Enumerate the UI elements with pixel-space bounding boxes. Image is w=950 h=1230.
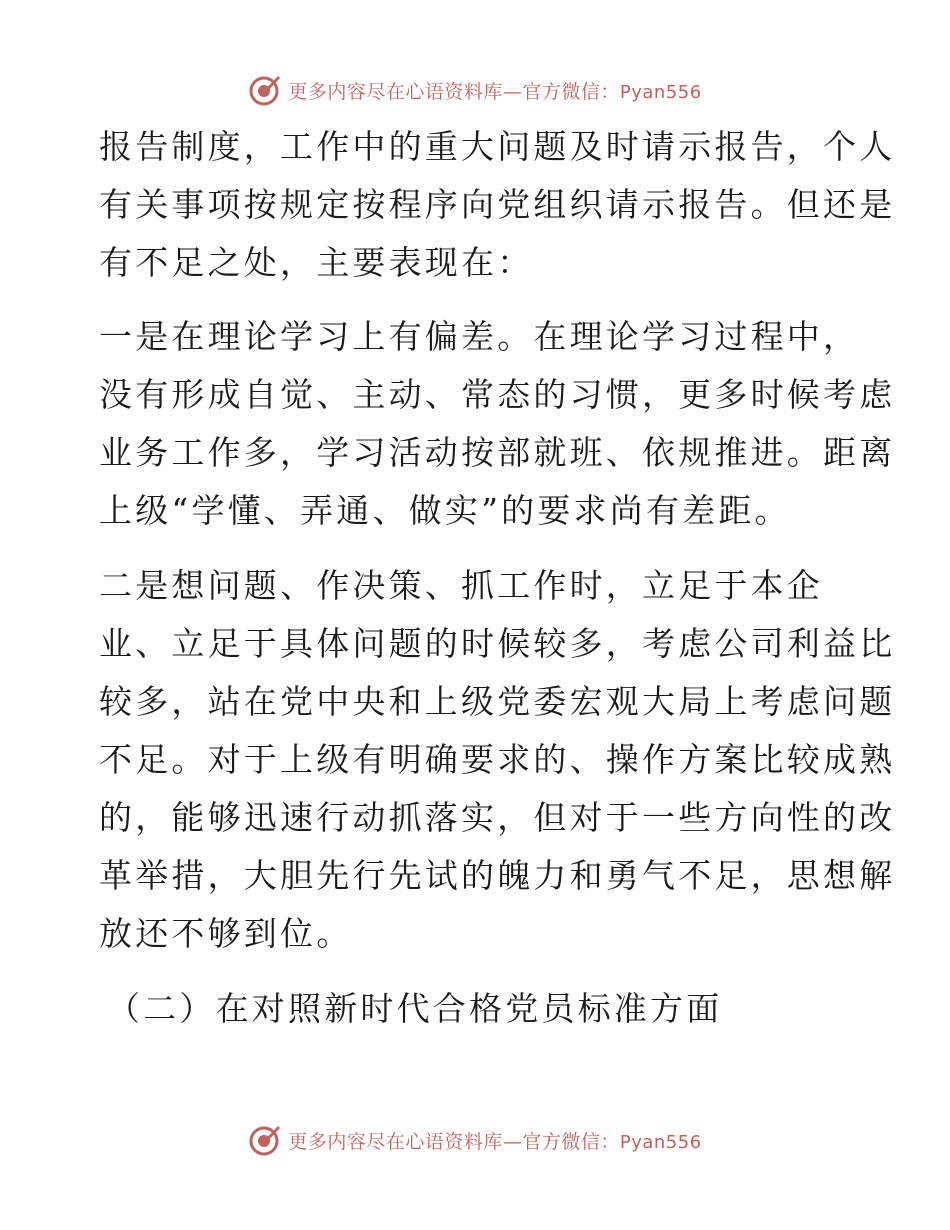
paragraph-line: 不足。对于上级有明确要求的、操作方案比较成熟 [99,740,896,779]
paragraph-line: 的，能够迅速行动抓落实，但对于一些方向性的改 [99,798,896,837]
paragraph-line: 报告制度，工作中的重大问题及时请示报告，个人 [99,127,896,166]
paragraph-line: 较多，站在党中央和上级党委宏观大局上考虑问题 [99,682,896,721]
paragraph-line: 上级“学懂、弄通、做实”的要求尚有差距。 [99,491,791,530]
paragraph-line: 没有形成自觉、主动、常态的习惯，更多时候考虑 [99,375,896,414]
header-banner [0,72,950,108]
paragraph-line: 业务工作多，学习活动按部就班、依规推进。距离 [99,433,896,472]
pen-logo-icon [248,1123,282,1157]
header-banner-text: 更多内容尽在心语资料库—官方微信：Pyan556 [288,80,702,103]
footer-banner [0,1122,950,1158]
paragraph-line: 革举措，大胆先行先试的魄力和勇气不足，思想解 [99,856,896,895]
paragraph-line: 放还不够到位。 [99,914,353,953]
paragraph-line: 一是在理论学习上有偏差。在理论学习过程中， [99,317,860,356]
paragraph-line: 业、立足于具体问题的时候较多，考虑公司利益比 [99,624,896,663]
paragraph-line: 有关事项按规定按程序向党组织请示报告。但还是 [99,185,896,224]
paragraph-line: 有不足之处，主要表现在： [99,243,534,282]
section-heading: （二）在对照新时代合格党员标准方面 [107,989,723,1028]
paragraph-line: 二是想问题、作决策、抓工作时，立足于本企 [99,566,823,605]
pen-logo-icon [248,73,282,107]
footer-banner-text: 更多内容尽在心语资料库—官方微信：Pyan556 [288,1130,702,1153]
